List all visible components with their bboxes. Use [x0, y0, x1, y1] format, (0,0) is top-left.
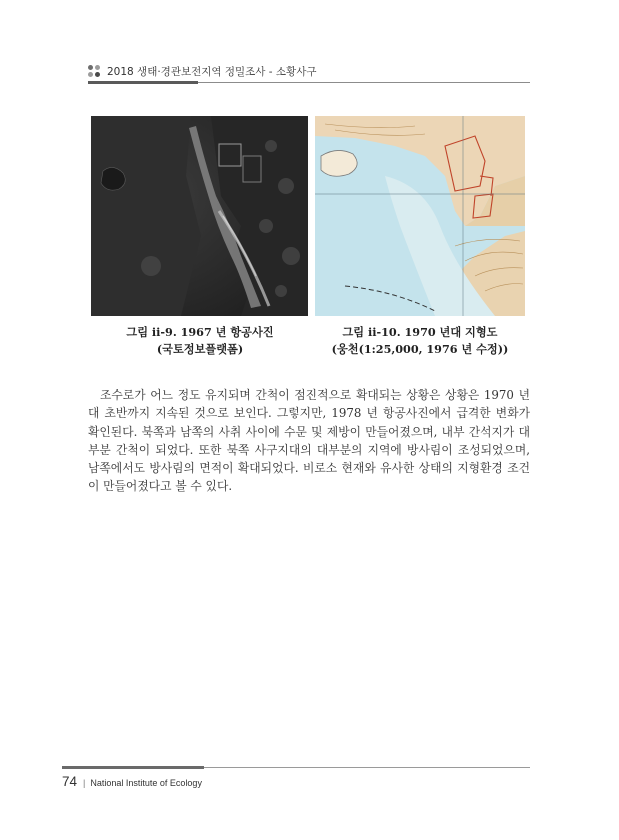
caption-title: 그림 ⅱ-10. 1970 년대 지형도: [342, 325, 498, 339]
header-title: 2018 생태·경관보전지역 정밀조사 - 소황사구: [107, 65, 317, 78]
footer-separator: |: [83, 778, 86, 788]
header-dots-icon: [88, 65, 101, 78]
topographic-map-icon: [315, 116, 525, 316]
body-paragraph: 조수로가 어느 정도 유지되며 간척이 점진적으로 확대되는 상황은 상황은 1970 년대 초반까지 지속된 것으로 보인다. 그렇지만, 1978 년 항공사진에서 급격한 변화가 확인된다. 북쪽과 남쪽의 사취 사이에 수문 및 제방이 만들어졌으며, 내부 간석지가 대부분 간척이 되었다. 또한 북쪽 사구지대의 대부분의 지역에 방사림이 조성되었으며, 남쪽에서도 방사림의 면적이 확대되었다. 비로소 현재와 유사한 상태의 지형환경 조건이 만들어졌다고 볼 수 있다.: [88, 388, 530, 494]
aerial-photo-icon: [91, 116, 308, 316]
caption-source: (국토정보플랫폼): [156, 342, 244, 356]
footer-organization: National Institute of Ecology: [90, 778, 202, 788]
page-number: 74: [62, 774, 78, 789]
running-header: [88, 63, 530, 79]
footer-rule-accent: [62, 766, 204, 769]
caption-source: (웅천(1:25,000, 1976 년 수정)): [331, 342, 509, 356]
figure-caption-map: [310, 324, 530, 358]
caption-title: 그림 ⅱ-9. 1967 년 항공사진: [126, 325, 274, 339]
page-footer: [62, 774, 202, 790]
figure-caption-aerial: [88, 324, 312, 358]
header-rule-accent: [88, 81, 198, 84]
